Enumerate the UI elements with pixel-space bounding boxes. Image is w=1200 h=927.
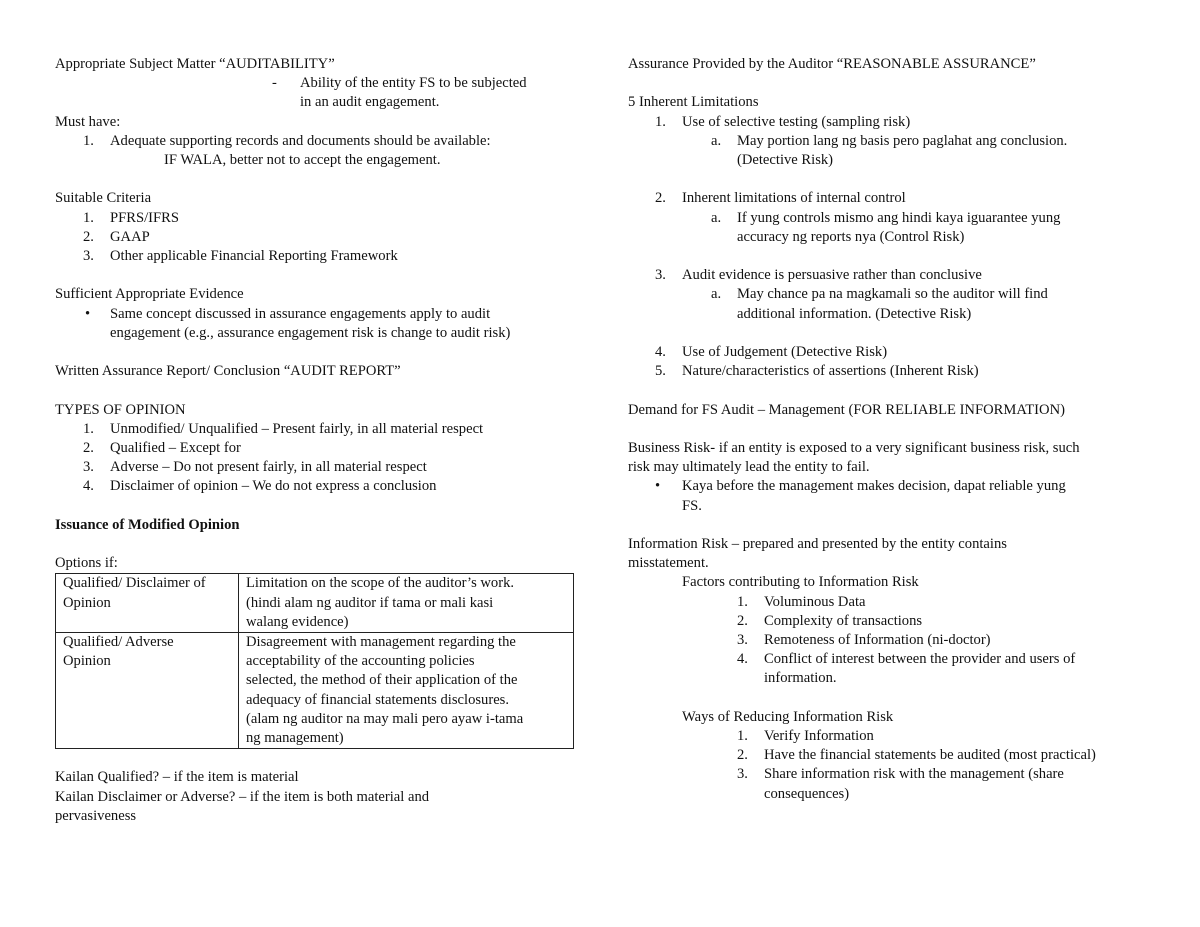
kailan-disclaimer: Kailan Disclaimer or Adverse? – if the item is both material and <box>55 788 430 805</box>
sub-item <box>628 209 1158 247</box>
options-table <box>55 573 574 749</box>
list-text: Have the financial statements be audited (most practical) <box>764 747 1096 764</box>
cell-line: adequacy of financial statements disclosures. <box>246 691 510 708</box>
list-number: 1. <box>655 113 666 130</box>
bullet-text: Same concept discussed in assurance engagements apply to audit <box>110 305 491 322</box>
information-risk-text: Information Risk – prepared and presented by the entity contains <box>628 535 1007 552</box>
list-item <box>55 247 585 266</box>
left-column <box>55 55 585 826</box>
sub-text: If yung controls mismo ang hindi kaya iguarantee yung <box>737 209 1061 226</box>
list-text: Other applicable Financial Reporting Framework <box>110 248 398 265</box>
list-number: 4. <box>655 343 666 360</box>
list-number: 2. <box>737 612 748 629</box>
bullet-item <box>628 477 1158 515</box>
sub-text: accuracy ng reports nya (Control Risk) <box>737 228 965 245</box>
factors-title: Factors contributing to Information Risk <box>682 574 919 591</box>
criteria-title: Suitable Criteria <box>55 190 152 207</box>
list-number: 1. <box>737 727 748 744</box>
list-number: 3. <box>737 631 748 648</box>
sub-marker: a. <box>711 132 722 149</box>
opinion-title: TYPES OF OPINION <box>55 401 186 418</box>
cell-line: Qualified/ Disclaimer of <box>63 575 206 592</box>
list-item <box>55 439 585 458</box>
list-text: Complexity of transactions <box>764 612 923 629</box>
cell-line: (alam ng auditor na may mali pero ayaw i-tama <box>246 710 524 727</box>
list-text: information. <box>764 670 837 687</box>
dash-marker: - <box>272 75 277 92</box>
list-item <box>628 727 1158 746</box>
list-text: Use of selective testing (sampling risk) <box>682 113 911 130</box>
list-item <box>628 593 1158 612</box>
list-text: Voluminous Data <box>764 593 866 610</box>
bullet-marker: • <box>655 478 661 495</box>
list-text: Remoteness of Information (ni-doctor) <box>764 631 991 648</box>
list-item <box>628 631 1158 650</box>
list-number: 3. <box>737 766 748 783</box>
cell-line: Limitation on the scope of the auditor’s work. <box>246 575 515 592</box>
cell-line: acceptability of the accounting policies <box>246 653 475 670</box>
list-number: 1. <box>83 420 94 437</box>
list-text: PFRS/IFRS <box>110 209 179 226</box>
list-number: 2. <box>83 440 94 456</box>
limitations-title: 5 Inherent Limitations <box>628 94 759 111</box>
table-row <box>56 633 574 749</box>
business-risk-text: risk may ultimately lead the entity to fail. <box>628 459 870 476</box>
sub-item <box>628 285 1158 323</box>
list-number: 1. <box>83 209 94 226</box>
list-item <box>55 477 585 496</box>
list-text: consequences) <box>764 785 850 802</box>
kailan-disclaimer-cont: pervasiveness <box>55 807 137 824</box>
bullet-marker: • <box>85 305 91 322</box>
list-text: Nature/characteristics of assertions (Inherent Risk) <box>682 363 979 380</box>
list-text: Adequate supporting records and documents should be available: <box>110 132 491 149</box>
sub-text: May chance pa na magkamali so the auditor will find <box>737 286 1048 303</box>
must-have-note: IF WALA, better not to accept the engagement. <box>164 152 441 169</box>
sub-text: May portion lang ng basis pero paglahat ang conclusion. <box>737 132 1068 149</box>
list-item <box>628 650 1158 688</box>
report-title: Written Assurance Report/ Conclusion “AUDIT REPORT” <box>55 363 401 380</box>
list-item <box>55 420 585 439</box>
list-item <box>628 746 1158 765</box>
cell-line: Opinion <box>63 653 111 670</box>
list-number: 4. <box>737 651 748 668</box>
table-cell <box>56 633 239 749</box>
sub-marker: a. <box>711 209 722 226</box>
list-text: Adverse – Do not present fairly, in all material respect <box>110 459 427 476</box>
list-text: Use of Judgement (Detective Risk) <box>682 343 888 360</box>
right-column <box>628 55 1158 804</box>
list-text: Unmodified/ Unqualified – Present fairly, in all material respect <box>110 420 484 437</box>
bullet-text: Kaya before the management makes decision, dapat reliable yung <box>682 478 1066 495</box>
dash-item <box>55 74 585 112</box>
cell-line: (hindi alam ng auditor if tama or mali kasi <box>246 594 494 611</box>
evidence-title: Sufficient Appropriate Evidence <box>55 286 244 303</box>
sub-item <box>628 132 1158 170</box>
list-number: 1. <box>737 593 748 610</box>
list-text: Conflict of interest between the provider and users of <box>764 651 1076 668</box>
list-item <box>55 458 585 477</box>
cell-line: Opinion <box>63 594 111 611</box>
list-number: 2. <box>655 190 666 207</box>
list-item <box>628 343 1158 362</box>
list-item <box>55 209 585 228</box>
cell-line: Disagreement with management regarding the <box>246 634 516 650</box>
cell-line: Qualified/ Adverse <box>63 634 174 650</box>
list-text: Qualified – Except for <box>110 440 241 456</box>
dash-text-line: Ability of the entity FS to be subjected <box>300 75 527 92</box>
list-number: 3. <box>83 248 94 265</box>
options-if-label: Options if: <box>55 555 118 572</box>
table-cell <box>239 633 574 749</box>
modified-opinion-title: Issuance of Modified Opinion <box>55 516 240 533</box>
list-number: 1. <box>83 132 94 149</box>
kailan-qualified: Kailan Qualified? – if the item is material <box>55 769 299 786</box>
must-have-label: Must have: <box>55 113 121 130</box>
list-item <box>628 765 1158 803</box>
list-text: GAAP <box>110 228 150 245</box>
cell-line: selected, the method of their application of the <box>246 672 518 689</box>
list-number: 2. <box>83 228 94 245</box>
list-item <box>55 132 585 151</box>
bullet-text: FS. <box>682 497 702 514</box>
list-number: 3. <box>83 459 94 476</box>
bullet-item <box>55 305 585 343</box>
information-risk-text: misstatement. <box>628 555 709 572</box>
heading-auditability: Appropriate Subject Matter “AUDITABILITY” <box>55 56 335 72</box>
table-cell <box>56 574 239 633</box>
list-item <box>628 612 1158 631</box>
list-number: 3. <box>655 267 666 284</box>
sub-marker: a. <box>711 286 722 303</box>
table-row <box>56 574 574 633</box>
list-item <box>628 362 1158 381</box>
bullet-text: engagement (e.g., assurance engagement risk is change to audit risk) <box>110 324 511 341</box>
demand-title: Demand for FS Audit – Management (FOR RELIABLE INFORMATION) <box>628 401 1065 418</box>
sub-text: additional information. (Detective Risk) <box>737 305 972 322</box>
ways-title: Ways of Reducing Information Risk <box>682 708 894 725</box>
list-item <box>628 266 1158 285</box>
heading-reasonable-assurance: Assurance Provided by the Auditor “REASONABLE ASSURANCE” <box>628 56 1036 72</box>
list-text: Audit evidence is persuasive rather than conclusive <box>682 267 982 284</box>
sub-text: (Detective Risk) <box>737 152 834 168</box>
list-item <box>55 228 585 247</box>
list-item <box>628 189 1158 208</box>
list-number: 2. <box>737 747 748 764</box>
business-risk-text: Business Risk- if an entity is exposed to a very significant business risk, such <box>628 439 1080 456</box>
table-cell <box>239 574 574 633</box>
list-text: Verify Information <box>764 727 874 744</box>
list-text: Inherent limitations of internal control <box>682 190 906 207</box>
list-item <box>628 113 1158 132</box>
list-number: 4. <box>83 478 94 495</box>
cell-line: ng management) <box>246 730 344 747</box>
list-text: Share information risk with the management (share <box>764 766 1064 783</box>
list-number: 5. <box>655 363 666 380</box>
list-text: Disclaimer of opinion – We do not express a conclusion <box>110 478 437 495</box>
dash-text-line: in an audit engagement. <box>300 94 440 111</box>
cell-line: walang evidence) <box>246 613 349 630</box>
